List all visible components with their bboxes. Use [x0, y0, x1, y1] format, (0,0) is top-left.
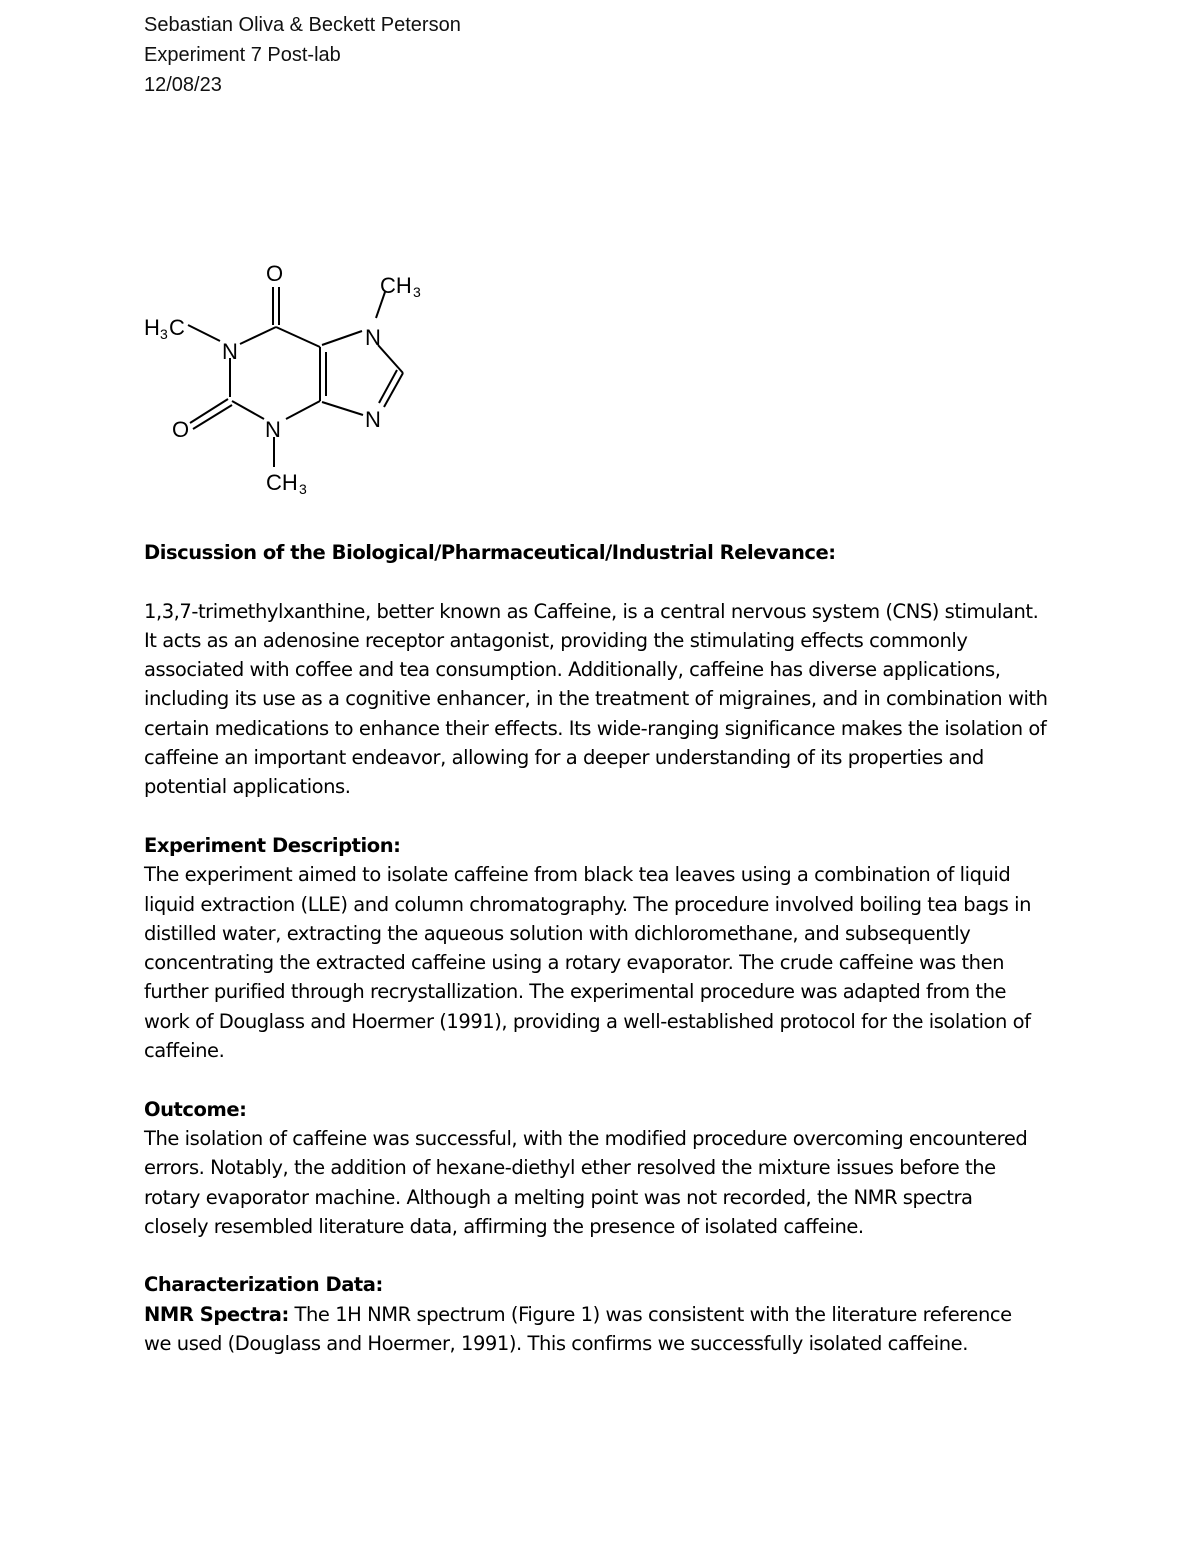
document-header — [144, 10, 461, 100]
relevance-paragraph — [144, 597, 1074, 802]
experiment-line: liquid extraction (LLE) and column chromatography. The procedure involved boiling tea bags in — [144, 892, 1031, 916]
outcome-line: closely resembled literature data, affirming the presence of isolated caffeine. — [144, 1214, 864, 1238]
characterization-line: we used (Douglass and Hoermer, 1991). This confirms we successfully isolated caffeine. — [144, 1332, 968, 1356]
experiment-line: concentrating the extracted caffeine using a rotary evaporator. The crude caffeine was then — [144, 951, 1005, 975]
experiment-paragraph — [144, 860, 1074, 1065]
experiment-line: caffeine. — [144, 1039, 225, 1063]
characterization-paragraph — [144, 1300, 1074, 1359]
nitrogen-n3: N — [265, 417, 281, 442]
nitrogen-n7: N — [365, 325, 381, 350]
nitrogen-n1: N — [222, 339, 238, 364]
relevance-line: including its use as a cognitive enhancer, in the treatment of migraines, and in combination with — [144, 687, 1048, 711]
nitrogen-n9: N — [365, 407, 381, 432]
document-body — [144, 538, 1074, 1358]
carbonyl-oxygen-top: O — [266, 261, 284, 286]
relevance-line: potential applications. — [144, 775, 351, 799]
outcome-heading: Outcome: — [144, 1097, 247, 1121]
relevance-line: associated with coffee and tea consumption. Additionally, caffeine has diverse applications, — [144, 658, 1001, 682]
methyl-top: CH — [380, 273, 412, 298]
methyl-bottom: CH — [266, 470, 298, 495]
date-line: 12/08/23 — [144, 74, 222, 96]
experiment-line: work of Douglass and Hoermer (1991), providing a well-established protocol for the isolation of — [144, 1009, 1031, 1033]
outcome-line: errors. Notably, the addition of hexane-diethyl ether resolved the mixture issues before the — [144, 1156, 996, 1180]
spacer — [144, 1065, 1074, 1094]
relevance-line: certain medications to enhance their effects. Its wide-ranging significance makes the isolation of — [144, 716, 1047, 740]
outcome-paragraph — [144, 1124, 1074, 1241]
methyl-top-subscript: 3 — [413, 284, 421, 300]
characterization-line — [144, 1300, 1074, 1329]
experiment-heading: Experiment Description: — [144, 833, 401, 857]
carbonyl-oxygen-left: O — [172, 417, 190, 442]
spacer — [144, 1241, 1074, 1270]
structure-bonds — [188, 287, 403, 467]
outcome-line: rotary evaporator machine. Although a melting point was not recorded, the NMR spectra — [144, 1185, 973, 1209]
experiment-line: further purified through recrystallization. The experimental procedure was adapted from the — [144, 980, 1007, 1004]
methyl-left-subscript: 3 — [160, 326, 168, 342]
authors-line: Sebastian Oliva & Beckett Peterson — [144, 14, 461, 36]
relevance-line: caffeine an important endeavor, allowing for a deeper understanding of its properties and — [144, 746, 984, 770]
spacer — [144, 567, 1074, 596]
experiment-line: The experiment aimed to isolate caffeine from black tea leaves using a combination of liquid — [144, 863, 1011, 887]
methyl-left-h: H — [144, 315, 160, 340]
nmr-text: The 1H NMR spectrum (Figure 1) was consistent with the literature reference — [288, 1302, 1012, 1326]
methyl-left-c: C — [169, 315, 185, 340]
relevance-heading: Discussion of the Biological/Pharmaceutical/Industrial Relevance: — [144, 541, 836, 564]
relevance-line: It acts as an adenosine receptor antagonist, providing the stimulating effects commonly — [144, 628, 968, 652]
outcome-line: The isolation of caffeine was successful, with the modified procedure overcoming encountered — [144, 1126, 1028, 1150]
relevance-line: 1,3,7-trimethylxanthine, better known as Caffeine, is a central nervous system (CNS) stimulant. — [144, 599, 1039, 623]
assignment-title: Experiment 7 Post-lab — [144, 44, 341, 66]
methyl-bottom-subscript: 3 — [299, 481, 307, 497]
experiment-line: distilled water, extracting the aqueous solution with dichloromethane, and subsequently — [144, 921, 971, 945]
spacer — [144, 802, 1074, 831]
caffeine-structure-diagram — [140, 255, 440, 500]
characterization-heading: Characterization Data: — [144, 1273, 383, 1297]
nmr-label: NMR Spectra: — [144, 1302, 289, 1326]
